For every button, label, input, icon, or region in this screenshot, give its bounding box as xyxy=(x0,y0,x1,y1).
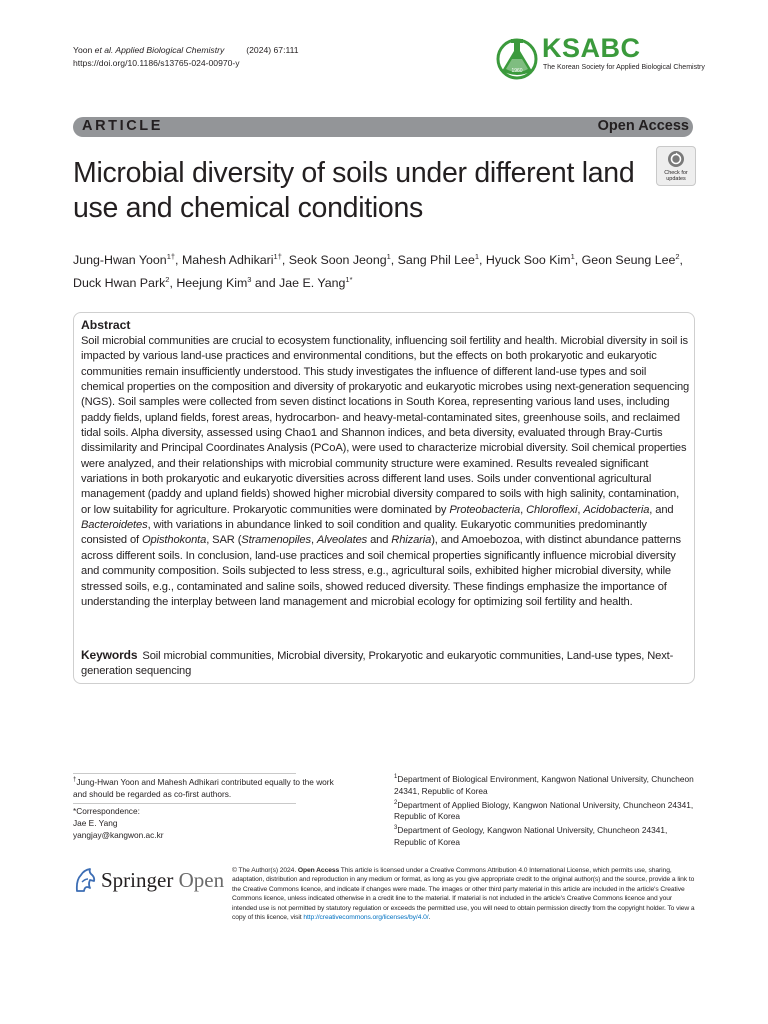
author-name[interactable]: Heejung Kim xyxy=(176,276,248,291)
springer-name: Springer xyxy=(101,868,174,892)
author-separator: , xyxy=(169,276,177,291)
affiliations xyxy=(394,772,694,849)
taxon-name: Alveolates xyxy=(316,534,368,547)
citation-year-volume: (2024) 67:111 xyxy=(246,45,299,55)
author-affiliation-sup: 1† xyxy=(166,252,176,261)
ksabc-flask-icon xyxy=(496,35,538,80)
author-affiliation-sup: 3 xyxy=(247,275,252,285)
citation-journal: et al. Applied Biological Chemistry xyxy=(94,45,225,55)
author-separator: , xyxy=(175,253,182,268)
author-separator: , xyxy=(281,253,289,268)
author-name[interactable]: Seok Soon Jeong xyxy=(288,253,387,268)
footnote-divider-left-2 xyxy=(73,803,296,804)
abstract-segment: , SAR ( xyxy=(206,534,242,547)
check-updates-line2: updates xyxy=(666,176,686,182)
abstract-segment: , xyxy=(520,503,527,516)
check-for-updates-badge[interactable] xyxy=(656,146,696,188)
correspondence-label: *Correspondence: xyxy=(73,806,140,816)
author-affiliation-sup: 1 xyxy=(474,252,480,261)
author-affiliation-sup: 2 xyxy=(675,252,680,261)
license-body: This article is licensed under a Creative Commons Attribution 4.0 International License, which permits use, sharing, adaptation, distribution and reproduction in any medium or format, as long as you give appropriate credit to the original author(s) and the source, provide a link to the Creative Commons licence, and indicate if changes were made. The images or other third party material in this article are included in the article's Creative Commons licence, unless indicated otherwise in a credit line to the material. If material is not included in the article's Creative Commons licence and your intended use is not permitted by statutory regulation or exceeds the permitted use, you will need to obtain permission directly from the copyright holder. To view a copy of this licence, visit xyxy=(232,867,695,922)
author-affiliation-sup: 1† xyxy=(273,252,282,261)
affiliation-item xyxy=(394,798,694,824)
author-name[interactable]: Mahesh Adhikari xyxy=(181,253,274,268)
affiliation-text: Department of Biological Environment, Kangwon National University, Chuncheon 24341, Republic of Korea xyxy=(394,773,694,796)
license-text xyxy=(232,866,695,922)
license-prefix: © The Author(s) 2024. xyxy=(232,867,298,874)
affiliation-text: Department of Geology, Kangwon National University, Chuncheon 24341, Republic of Korea xyxy=(394,824,668,847)
affiliation-item xyxy=(394,772,694,798)
author-list xyxy=(73,247,698,293)
correspondence-name: Jae E. Yang xyxy=(73,817,118,828)
abstract-segment: , xyxy=(310,534,317,547)
author-separator: , xyxy=(574,253,582,268)
springer-open-name xyxy=(101,868,224,893)
abstract-box xyxy=(73,312,695,684)
taxon-name: Chloroflexi xyxy=(526,503,578,516)
correspondence-email[interactable]: yangjay@kangwon.ac.kr xyxy=(73,829,164,840)
license-open-access: Open Access xyxy=(297,867,340,874)
article-title: Microbial diversity of soils under different land use and chemical conditions xyxy=(73,157,635,224)
abstract-segment: , xyxy=(577,503,584,516)
open-name: Open xyxy=(178,868,225,892)
author-affiliation-sup: 1 xyxy=(570,252,575,261)
abstract-segment: , and xyxy=(649,503,674,516)
affiliation-number: 1 xyxy=(394,774,398,780)
taxon-name: Stramenopiles xyxy=(241,534,311,547)
author-name[interactable]: Hyuck Soo Kim xyxy=(485,253,571,268)
affiliation-text: Department of Applied Biology, Kangwon National University, Chuncheon 24341, Republic of Korea xyxy=(394,799,694,822)
keywords-heading: Keywords xyxy=(81,648,138,662)
author-name[interactable]: Jung-Hwan Yoon xyxy=(73,253,167,268)
author-affiliation-sup: 2 xyxy=(165,275,170,285)
springer-open-logo xyxy=(73,865,233,897)
taxon-name: Rhizaria xyxy=(391,534,432,547)
citation-line xyxy=(73,44,299,57)
article-type-bar xyxy=(73,117,693,137)
taxon-name: Bacteroidetes xyxy=(81,519,148,532)
ksabc-seal-year: 1960 xyxy=(511,68,523,74)
abstract-text xyxy=(81,334,691,610)
check-updates-line1: Check for xyxy=(664,170,688,176)
doi-link[interactable]: https://doi.org/10.1186/s13765-024-00970-y xyxy=(73,57,240,68)
affiliation-item xyxy=(394,823,694,849)
check-updates-text xyxy=(656,170,696,182)
article-type-label: ARTICLE xyxy=(82,118,164,134)
abstract-segment: ), and Amoebozoa, with distinct abundance patterns across different soils. In conclusion, land-use practices and soil chemical properties significantly influence microbial diversity and community composition. Soils subjected to less stress, e.g., agricultural soils, exhibited higher microbial diversity, while stressed soils, e.g., contaminated and saline soils, showed reduced diversity. These findings emphasize the importance of understanding the interplay between land management and microbial ecology for optimizing soil fertility and health. xyxy=(81,534,681,608)
author-separator: , xyxy=(479,253,486,268)
footnote-divider-left xyxy=(73,773,296,774)
equal-contribution-note xyxy=(73,775,343,801)
affiliation-number: 3 xyxy=(394,825,398,832)
abstract-segment: , with variations in abundance linked to soil condition and quality. Eukaryotic communities predominantly consisted of xyxy=(81,519,647,547)
equal-contribution-text: Jung-Hwan Yoon and Mahesh Adhikari contributed equally to the work and should be regarded as co-first authors. xyxy=(73,776,334,799)
correspondence-block xyxy=(73,806,343,842)
ksabc-society: The Korean Society for Applied Biological Chemistry xyxy=(543,64,705,71)
author-name[interactable]: Geon Seung Lee xyxy=(581,253,676,268)
citation-authors: Yoon xyxy=(73,45,95,55)
equal-contribution-sup: † xyxy=(73,777,77,783)
author-separator: , xyxy=(679,253,683,268)
keywords xyxy=(81,648,691,680)
license-suffix: . xyxy=(428,914,431,922)
author-separator: and xyxy=(251,276,280,291)
keywords-text: Soil microbial communities, Microbial diversity, Prokaryotic and eukaryotic communities, Land-use types, Next-generation sequencing xyxy=(81,650,674,678)
taxon-name: Proteobacteria xyxy=(449,503,521,516)
abstract-segment: Soil microbial communities are crucial to ecosystem functionality, influencing soil fertility and health. Microbial diversity in soil is impacted by various land-use practices and environmental conditions, but the effects on both prokaryotic and eukaryotic communities remain insufficiently understood. This study investigates the influence of different land-use types and soil chemical properties on the composition and diversity of prokaryotic and eukaryotic microbes using next-generation sequencing (NGS). Soil samples were collected from seven distinct locations in South Korea, representing various land uses, including paddy fields, upland fields, forest areas, hydrocarbon- and heavy-metal-contaminated sites, greenhouse soils, and reclaimed tidal soils. Alpha diversity, assessed using Chao1 and Shannon indices, and beta diversity, evaluated through Bray-Curtis dissimilarity and Principal Coordinates Analysis (PCoA), were used to characterize microbial diversity. Soil chemical properties were analyzed, and their relationships with microbial community structure were examined. Results revealed significant variations in both prokaryotic and eukaryotic diversities across different land uses. Soils under conventional agricultural management (paddy and upland fields) showed higher microbial diversity compared to soils with high salinity, contamination, or low suitability for agriculture. Prokaryotic communities were dominated by xyxy=(81,335,690,516)
abstract-heading: Abstract xyxy=(81,318,131,332)
abstract-segment: and xyxy=(367,534,392,547)
author-affiliation-sup: 1 xyxy=(386,252,391,261)
taxon-name: Acidobacteria xyxy=(583,503,650,516)
author-affiliation-sup: 1* xyxy=(345,275,353,285)
springer-horse-icon xyxy=(73,866,97,894)
open-access-label: Open Access xyxy=(597,118,689,134)
ksabc-logo xyxy=(496,35,706,83)
ksabc-name: KSABC xyxy=(542,33,641,63)
license-url-link[interactable]: http://creativecommons.org/licenses/by/4.0/ xyxy=(303,914,429,922)
affiliation-number: 2 xyxy=(394,799,398,806)
taxon-name: Opisthokonta xyxy=(142,534,207,547)
check-updates-icon xyxy=(667,150,685,168)
citation-header xyxy=(73,44,299,69)
author-name[interactable]: Jae E. Yang xyxy=(279,276,346,291)
author-name[interactable]: Sang Phil Lee xyxy=(397,253,475,268)
author-separator: , xyxy=(390,253,398,268)
author-name[interactable]: Duck Hwan Park xyxy=(73,276,166,291)
